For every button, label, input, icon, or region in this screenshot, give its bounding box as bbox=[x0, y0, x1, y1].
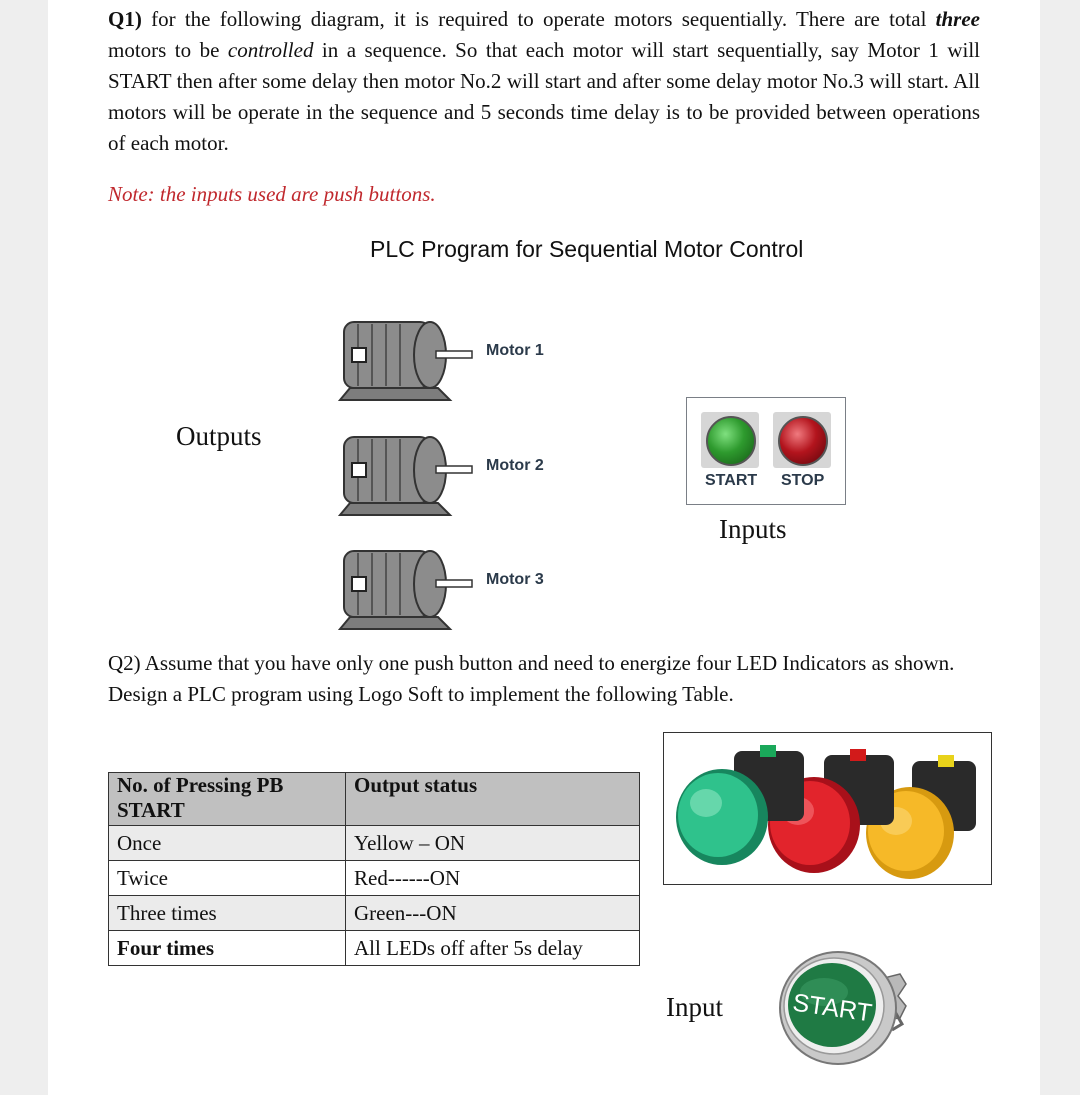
q1-label: Q1) bbox=[108, 7, 142, 31]
q1-emph-three: three bbox=[935, 7, 980, 31]
table-header: No. of Pressing PB START bbox=[109, 773, 346, 826]
motor-label: Motor 3 bbox=[486, 571, 544, 588]
red-lamp-icon bbox=[778, 416, 828, 466]
table-cell: Green---ON bbox=[346, 896, 640, 931]
table-cell: Three times bbox=[109, 896, 346, 931]
motor-2 bbox=[338, 431, 598, 521]
motor-3 bbox=[338, 545, 598, 635]
input-label: Input bbox=[666, 992, 723, 1022]
table-cell: Yellow – ON bbox=[346, 826, 640, 861]
table-cell: Red------ON bbox=[346, 861, 640, 896]
stop-push-button bbox=[773, 412, 831, 468]
table-cell: Twice bbox=[109, 861, 346, 896]
question-1 bbox=[108, 4, 980, 159]
q1-text-c: in a sequence. So that each motor will start sequentially, say Motor 1 will START then after some delay then motor No.2 will start and after some delay motor No.3 will start. All motors will be operate in the sequence and 5 seconds time delay is to be provided between operations of each motor. bbox=[108, 38, 981, 155]
led-indicators-photo bbox=[663, 732, 992, 885]
q1-emph-controlled: controlled bbox=[227, 38, 314, 62]
led-indicators-icon bbox=[664, 733, 991, 884]
table-cell: All LEDs off after 5s delay bbox=[346, 931, 640, 966]
motor-label: Motor 1 bbox=[486, 342, 544, 359]
start-button-photo bbox=[768, 940, 913, 1075]
table-row bbox=[109, 896, 640, 931]
table-header-row bbox=[109, 773, 640, 826]
start-push-button bbox=[701, 412, 759, 468]
table-cell: Four times bbox=[109, 931, 346, 966]
q1-text-b: motors to be bbox=[108, 38, 228, 62]
start-button-icon bbox=[768, 940, 913, 1070]
table-row bbox=[109, 826, 640, 861]
document-page bbox=[48, 0, 1040, 1095]
outputs-label: Outputs bbox=[176, 421, 262, 451]
q1-text-a: for the following diagram, it is required to operate motors sequentially. There are total bbox=[141, 7, 936, 31]
green-lamp-icon bbox=[706, 416, 756, 466]
motor-icon bbox=[338, 545, 478, 635]
note: Note: the inputs used are push buttons. bbox=[108, 182, 436, 206]
motor-icon bbox=[338, 431, 478, 521]
diagram-title: PLC Program for Sequential Motor Control bbox=[370, 236, 804, 262]
table-row bbox=[109, 931, 640, 966]
press-count-table bbox=[108, 772, 640, 966]
table-header: Output status bbox=[346, 773, 640, 826]
table-row bbox=[109, 861, 640, 896]
motor-icon bbox=[338, 316, 478, 406]
inputs-label: Inputs bbox=[719, 514, 787, 544]
start-button-text: START bbox=[790, 988, 874, 1028]
motor-label: Motor 2 bbox=[486, 457, 544, 474]
table-cell: Once bbox=[109, 826, 346, 861]
push-button-panel bbox=[686, 397, 846, 505]
question-2: Q2) Assume that you have only one push button and need to energize four LED Indicators as shown. Design a PLC program using Logo Soft to implement the following Table. bbox=[108, 651, 955, 706]
start-label: START bbox=[705, 472, 758, 489]
stop-label: STOP bbox=[781, 472, 825, 489]
motor-1 bbox=[338, 316, 598, 406]
